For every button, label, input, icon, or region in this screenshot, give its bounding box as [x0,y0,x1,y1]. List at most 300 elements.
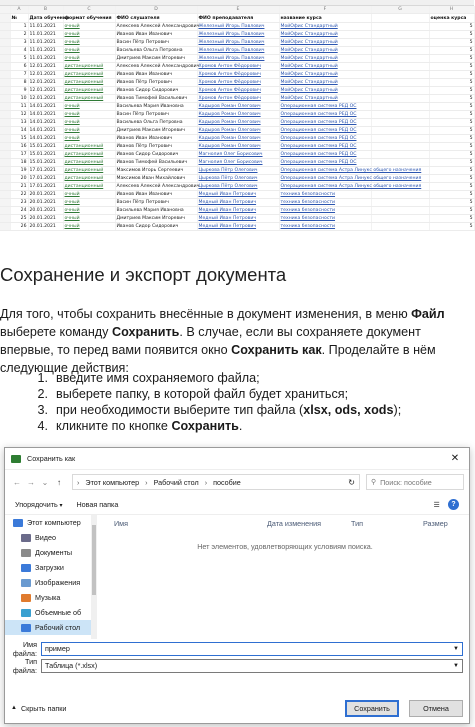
table-cell[interactable]: 5 [10,55,28,63]
table-cell[interactable]: 5 [429,159,474,167]
table-cell[interactable]: очный [63,135,115,143]
table-cell[interactable]: 5 [429,47,474,55]
table-cell[interactable]: Иванов Пётр Петрович [115,143,197,151]
table-cell[interactable]: 5 [429,191,474,199]
table-cell[interactable]: Иванов Иван Иванович [115,135,197,143]
dialog-footer [5,693,469,723]
table-cell[interactable]: 20.01.2021 [28,199,63,207]
table-cell[interactable]: 5 [429,151,474,159]
table-cell[interactable]: Иванов Сидор Сидорович [115,151,197,159]
row-number[interactable] [0,31,10,39]
table-cell[interactable]: очный [63,103,115,111]
table-cell[interactable]: Хромов Антон Фёдорович [197,63,279,71]
table-cell[interactable]: Хромов Антон Фёдорович [197,95,279,103]
header-cell[interactable]: № [10,14,28,23]
table-cell[interactable]: очный [63,191,115,199]
table-cell[interactable]: очный [63,215,115,223]
table-cell[interactable]: Железный Игорь Павлович [197,31,279,39]
tree-item[interactable] [5,605,97,620]
table-cell[interactable] [371,31,429,39]
table-cell[interactable]: 11.01.2021 [28,39,63,47]
table-cell[interactable]: Максимов Игорь Сергеевич [115,167,197,175]
row-number[interactable] [0,39,10,47]
table-cell[interactable]: техника безопасности [279,215,371,223]
table-cell[interactable]: 14.01.2021 [28,127,63,135]
table-cell[interactable]: 22 [10,191,28,199]
table-cell[interactable]: Цыркова Пётр Олегович [197,183,279,191]
tree-item[interactable] [5,515,97,530]
breadcrumb-item[interactable]: Рабочий стол [153,477,199,487]
table-cell[interactable]: 20.01.2021 [28,215,63,223]
table-cell[interactable]: 19 [10,167,28,175]
table-cell[interactable]: очный [63,207,115,215]
row-number[interactable] [0,175,10,183]
row-number[interactable] [0,79,10,87]
tree-item[interactable] [5,575,97,590]
table-cell[interactable]: 10 [10,95,28,103]
table-cell[interactable]: 5 [429,119,474,127]
row-number[interactable] [0,167,10,175]
table-cell[interactable]: Иванов Иван Иванович [115,191,197,199]
table-cell[interactable] [371,199,429,207]
row-number[interactable] [0,215,10,223]
row-number[interactable] [0,127,10,135]
table-cell[interactable]: Магнолия Олег Борисович [197,159,279,167]
table-cell[interactable] [371,71,429,79]
row-number[interactable] [0,71,10,79]
row-number[interactable] [0,159,10,167]
table-cell[interactable]: 5 [429,175,474,183]
breadcrumb-item[interactable]: пособие [213,477,241,487]
table-cell[interactable]: очный [63,111,115,119]
table-cell[interactable]: Хромов Антон Фёдорович [197,87,279,95]
table-cell[interactable]: 11.01.2021 [28,31,63,39]
table-cell[interactable] [371,79,429,87]
table-cell[interactable]: 2 [10,31,28,39]
forward-arrow-icon[interactable]: → [27,477,35,487]
table-cell[interactable]: Медный Иван Петрович [197,215,279,223]
table-cell[interactable]: Железный Игорь Павлович [197,47,279,55]
table-cell[interactable]: 12.01.2021 [28,79,63,87]
table-cell[interactable]: 15.01.2021 [28,151,63,159]
table-cell[interactable]: 5 [429,71,474,79]
table-cell[interactable]: 5 [429,127,474,135]
table-cell[interactable]: Кадыров Роман Олегович [197,111,279,119]
chevron-down-icon[interactable]: ▼ [453,645,459,652]
column-letter[interactable] [0,6,10,14]
recent-locations-chevron-icon[interactable]: ⌄ [41,477,49,487]
table-cell[interactable]: 5 [429,143,474,151]
column-letter[interactable]: B [28,6,63,14]
table-cell[interactable]: дистанционный [63,167,115,175]
column-size-header[interactable]: Размер [423,518,448,528]
table-cell[interactable]: 24 [10,207,28,215]
header-cell[interactable]: формат обучения [63,14,115,23]
table-cell[interactable]: Дмитриев Максим Игоревич [115,215,197,223]
table-cell[interactable]: 5 [429,39,474,47]
table-cell[interactable]: Операционная система РЕД ОС [279,151,371,159]
table-cell[interactable] [371,143,429,151]
new-folder-button[interactable]: Новая папка [76,499,119,509]
table-cell[interactable]: очный [63,31,115,39]
table-cell[interactable]: 14.01.2021 [28,103,63,111]
filetype-label: Тип файла: [12,656,37,675]
table-cell[interactable]: 14.01.2021 [28,111,63,119]
breadcrumb-item[interactable]: Этот компьютер [85,477,140,487]
table-cell[interactable]: 23 [10,199,28,207]
table-row [0,167,474,175]
table-cell[interactable]: МойОфис Стандартный [279,63,371,71]
table-cell[interactable]: Васин Пётр Петрович [115,199,197,207]
table-cell[interactable]: Операционная система РЕД ОС [279,143,371,151]
folder-icon [21,609,31,617]
table-cell[interactable]: 5 [429,223,474,231]
row-number[interactable] [0,151,10,159]
table-cell[interactable]: дистанционный [63,63,115,71]
tree-item[interactable] [5,560,97,575]
column-letter[interactable]: G [371,6,429,14]
table-cell[interactable]: 12 [10,111,28,119]
table-cell[interactable]: 25 [10,215,28,223]
address-bar[interactable] [72,474,360,490]
table-cell[interactable]: 11.01.2021 [28,55,63,63]
table-cell[interactable]: Кадыров Роман Олегович [197,143,279,151]
table-cell[interactable]: техника безопасности [279,207,371,215]
header-cell[interactable]: ФИО преподавателя [197,14,279,23]
table-cell[interactable]: 4 [10,47,28,55]
table-cell[interactable]: Васильева Ольга Петровна [115,47,197,55]
row-number[interactable] [0,23,10,31]
column-letter[interactable]: D [115,6,197,14]
table-cell[interactable]: Кадыров Роман Олегович [197,103,279,111]
back-arrow-icon[interactable]: ← [13,477,21,487]
filename-input[interactable] [41,642,463,656]
table-cell[interactable]: Медный Иван Петрович [197,191,279,199]
table-cell[interactable]: 26 [10,223,28,231]
table-cell[interactable] [371,39,429,47]
table-cell[interactable]: 17.01.2021 [28,183,63,191]
table-cell[interactable]: Кадыров Роман Олегович [197,119,279,127]
table-cell[interactable]: 5 [429,79,474,87]
help-icon[interactable]: ? [448,499,459,510]
table-cell[interactable]: 12.01.2021 [28,63,63,71]
table-cell[interactable]: Магнолия Олег Борисович [197,151,279,159]
table-cell[interactable]: 21 [10,183,28,191]
header-cell[interactable]: название курса [279,14,371,23]
table-cell[interactable]: Алексеев Алексей Александрович [116,64,200,69]
table-cell[interactable]: Алексеев Алексей Александрович [116,184,200,189]
header-cell[interactable]: Дата обучения [29,15,70,21]
table-cell[interactable] [371,87,429,95]
filetype-value: Таблица (*.xlsx) [45,661,98,670]
row-number[interactable] [0,87,10,95]
file-list [101,515,469,639]
table-cell[interactable]: Операционная система РЕД ОС [279,127,371,135]
table-cell[interactable]: 18 [10,159,28,167]
table-cell[interactable]: 16 [10,143,28,151]
table-cell[interactable] [371,223,429,231]
row-number[interactable] [0,63,10,71]
header-cell[interactable]: оценка курса [429,14,474,23]
table-cell[interactable]: 8 [10,79,28,87]
table-cell[interactable]: МойОфис Стандартный [279,87,371,95]
table-cell[interactable]: Медный Иван Петрович [197,207,279,215]
save-fields [5,641,469,675]
column-letter[interactable]: F [279,6,371,14]
column-name-header[interactable]: Имя [114,518,128,528]
table-cell[interactable]: 3 [10,39,28,47]
table-cell[interactable]: МойОфис Стандартный [279,23,371,31]
table-cell[interactable]: Васильева Мария Ивановна [115,103,197,111]
table-cell[interactable]: Железный Игорь Павлович [197,55,279,63]
table-cell[interactable]: дистанционный [63,87,115,95]
row-number[interactable] [0,207,10,215]
column-letter[interactable]: A [10,6,28,14]
table-cell[interactable]: очный [63,199,115,207]
table-cell[interactable]: Операционная система Астра Линукс общего назначения [280,168,422,173]
column-letter[interactable]: H [429,6,474,14]
row-number[interactable] [0,111,10,119]
table-cell[interactable]: Васильева Мария Ивановна [115,207,197,215]
table-row [0,103,474,111]
table-cell[interactable]: 15.01.2021 [28,159,63,167]
table-cell[interactable] [371,127,429,135]
table-cell[interactable]: 17 [10,151,28,159]
row-number[interactable] [0,95,10,103]
row-number[interactable] [0,183,10,191]
row-number[interactable] [0,14,10,23]
table-cell[interactable]: МойОфис Стандартный [279,95,371,103]
table-cell[interactable]: Иванов Пётр Петрович [115,79,197,87]
table-cell[interactable] [371,215,429,223]
table-cell[interactable]: техника безопасности [279,223,371,231]
table-cell[interactable]: Васин Пётр Петрович [115,39,197,47]
table-cell[interactable]: 5 [429,135,474,143]
table-cell[interactable]: дистанционный [63,71,115,79]
table-cell[interactable]: 11 [10,103,28,111]
table-row [0,71,474,79]
table-cell[interactable]: 20.01.2021 [28,207,63,215]
table-cell[interactable]: Иванов Тимофей Васильевич [115,159,197,167]
table-cell[interactable]: 5 [429,31,474,39]
table-cell[interactable]: 1 [10,23,28,31]
table-cell[interactable]: 5 [429,111,474,119]
table-cell[interactable]: 17.01.2021 [28,175,63,183]
table-cell[interactable] [371,23,429,31]
table-cell[interactable] [371,159,429,167]
header-cell[interactable] [371,14,429,23]
chevron-down-icon[interactable]: ▼ [453,662,459,669]
tree-item[interactable] [5,590,97,605]
row-number[interactable] [0,47,10,55]
table-cell[interactable]: очный [63,39,115,47]
table-cell[interactable]: 20.01.2021 [28,191,63,199]
table-cell[interactable]: дистанционный [63,159,115,167]
table-cell[interactable]: Железный Игорь Павлович [197,39,279,47]
table-cell[interactable]: 14.01.2021 [28,119,63,127]
table-cell[interactable]: Операционная система РЕД ОС [279,135,371,143]
header-cell[interactable]: ФИО слушателя [115,14,197,23]
table-cell[interactable]: дистанционный [63,143,115,151]
table-cell[interactable]: Кадыров Роман Олегович [197,127,279,135]
table-cell[interactable]: МойОфис Стандартный [279,55,371,63]
navigation-scrollbar[interactable] [91,515,97,639]
folder-icon [21,579,31,587]
tree-item[interactable] [5,530,97,545]
table-cell[interactable]: 15.01.2021 [28,143,63,151]
table-cell[interactable]: очный [63,119,115,127]
table-cell[interactable]: очный [63,223,115,231]
table-cell[interactable]: 20.01.2021 [28,223,63,231]
table-cell[interactable]: Иванов Сидор Сидорович [115,87,197,95]
table-cell[interactable]: Хромов Антон Фёдорович [197,79,279,87]
table-cell[interactable] [371,119,429,127]
table-cell[interactable]: 11.01.2021 [28,47,63,55]
refresh-icon[interactable]: ↻ [348,477,355,487]
organize-button[interactable]: Упорядочить ▾ [15,500,62,509]
table-cell[interactable]: 5 [429,167,474,175]
table-cell[interactable]: 12.01.2021 [28,87,63,95]
table-cell[interactable]: Максимов Иван Михайлович [115,175,197,183]
table-cell[interactable]: Дмитриев Максим Игоревич [115,127,197,135]
column-type-header[interactable]: Тип [351,518,363,528]
table-cell[interactable]: Операционная система РЕД ОС [279,103,371,111]
column-date-header[interactable]: Дата изменения [267,518,322,528]
table-cell[interactable]: 7 [10,71,28,79]
up-arrow-icon[interactable]: ↑ [57,477,61,487]
table-cell[interactable]: 5 [429,183,474,191]
table-cell[interactable]: Васин Пётр Петрович [115,111,197,119]
table-cell[interactable]: Кадыров Роман Олегович [197,135,279,143]
column-letter[interactable]: E [197,6,279,14]
table-cell[interactable]: 5 [429,199,474,207]
table-cell[interactable]: 5 [429,215,474,223]
table-cell[interactable]: дистанционный [63,95,115,103]
table-row [0,207,474,215]
table-cell[interactable]: МойОфис Стандартный [279,31,371,39]
table-cell[interactable]: техника безопасности [279,191,371,199]
table-cell[interactable] [371,95,429,103]
row-number[interactable] [0,223,10,231]
table-cell[interactable] [371,47,429,55]
table-cell[interactable]: 5 [429,23,474,31]
table-cell[interactable] [371,191,429,199]
table-cell[interactable]: Иванов Иван Иванович [115,71,197,79]
table-cell[interactable]: МойОфис Стандартный [279,39,371,47]
table-cell[interactable]: Иванов Сидор Сидорович [115,223,197,231]
scrollbar-thumb[interactable] [92,525,96,595]
table-cell[interactable]: дистанционный [63,183,115,191]
table-cell[interactable]: Дмитриев Максим Игоревич [115,55,197,63]
table-cell[interactable]: Цыркова Пётр Олегович [197,175,279,183]
column-letter[interactable]: C [63,6,115,14]
table-cell[interactable]: 5 [429,55,474,63]
table-cell[interactable] [371,111,429,119]
table-cell[interactable]: Операционная система РЕД ОС [279,159,371,167]
list-item: 4. кликните по кнопке Сохранить. [37,419,243,433]
table-cell[interactable]: Операционная система РЕД ОС [279,111,371,119]
close-icon[interactable]: ✕ [450,453,460,464]
row-number[interactable] [0,119,10,127]
row-number[interactable] [0,135,10,143]
table-cell[interactable]: Железный Игорь Павлович [197,23,279,31]
table-cell[interactable]: дистанционный [63,175,115,183]
table-cell[interactable]: Иванов Иван Иванович [115,31,197,39]
table-cell[interactable]: дистанционный [63,151,115,159]
table-cell[interactable]: 12.01.2021 [28,95,63,103]
table-cell[interactable]: Операционная система Астра Линукс общего назначения [280,184,422,189]
table-cell[interactable] [371,207,429,215]
table-cell[interactable]: Операционная система Астра Линукс общего назначения [280,176,422,181]
row-number[interactable] [0,55,10,63]
view-options-icon[interactable]: ☰ [433,499,440,509]
cancel-button[interactable]: Отмена [409,700,463,717]
table-cell[interactable]: Цыркова Пётр Олегович [197,167,279,175]
table-cell[interactable]: 11.01.2021 [28,23,63,31]
table-cell[interactable]: 14 [10,127,28,135]
table-cell[interactable]: 6 [10,63,28,71]
table-cell[interactable] [371,151,429,159]
table-cell[interactable]: МойОфис Стандартный [279,71,371,79]
table-cell[interactable]: 5 [429,95,474,103]
table-cell[interactable]: 5 [429,87,474,95]
table-cell[interactable]: 14.01.2021 [28,135,63,143]
table-cell[interactable]: дистанционный [63,79,115,87]
section-heading: Сохранение и экспорт документа [0,264,287,285]
table-cell[interactable] [371,135,429,143]
row-number[interactable] [0,199,10,207]
table-cell[interactable]: МойОфис Стандартный [279,79,371,87]
table-cell[interactable]: 15 [10,135,28,143]
filetype-select[interactable] [41,659,463,673]
row-number[interactable] [0,103,10,111]
table-cell[interactable]: Медный Иван Петрович [197,199,279,207]
hide-folders-toggle[interactable] [11,704,66,713]
table-cell[interactable]: Операционная система РЕД ОС [279,119,371,127]
folder-icon [21,564,31,572]
table-cell[interactable]: 17.01.2021 [28,167,63,175]
table-cell[interactable]: очный [63,23,115,31]
search-box[interactable] [366,474,464,490]
table-cell[interactable]: очный [63,55,115,63]
table-cell[interactable]: Иванов Тимофей Васильевич [115,95,197,103]
row-number[interactable] [0,191,10,199]
table-cell[interactable]: Хромов Антон Фёдорович [197,71,279,79]
table-cell[interactable]: МойОфис Стандартный [279,47,371,55]
save-button[interactable]: Сохранить [345,700,399,717]
table-cell[interactable] [371,63,429,71]
table-cell[interactable]: 5 [429,63,474,71]
table-cell[interactable]: очный [63,47,115,55]
table-cell[interactable]: Медный Иван Петрович [197,223,279,231]
table-cell[interactable]: техника безопасности [279,199,371,207]
table-cell[interactable]: 5 [429,103,474,111]
table-cell[interactable]: 13 [10,119,28,127]
tree-item[interactable] [5,545,97,560]
row-number[interactable] [0,143,10,151]
folder-icon [13,519,23,527]
table-cell[interactable] [371,55,429,63]
table-cell[interactable]: Васильева Ольга Петровна [115,119,197,127]
table-cell[interactable]: 12.01.2021 [28,71,63,79]
tree-item[interactable] [5,620,97,635]
table-cell[interactable]: 9 [10,87,28,95]
table-cell[interactable]: очный [63,127,115,135]
table-cell[interactable]: 5 [429,207,474,215]
table-cell[interactable] [371,103,429,111]
table-cell[interactable]: 20 [10,175,28,183]
table-cell[interactable]: Алексеев Алексей Александрович [116,24,200,29]
